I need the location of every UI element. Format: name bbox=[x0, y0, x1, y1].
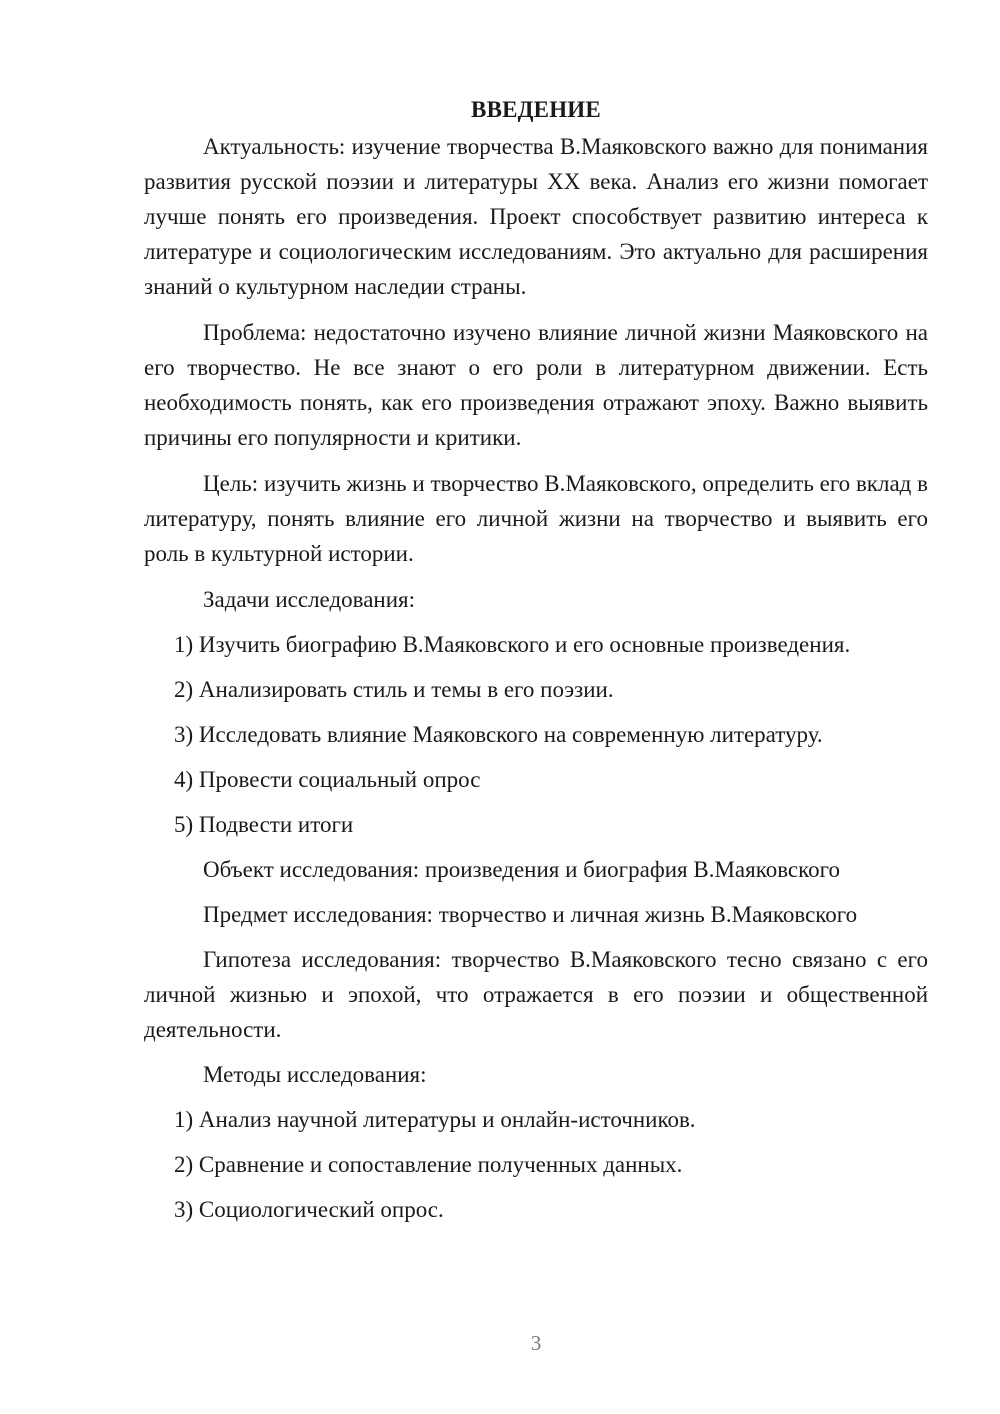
method-item-1: 1) Анализ научной литературы и онлайн-источников. bbox=[174, 1107, 696, 1132]
research-object: Объект исследования: произведения и биография В.Маяковского bbox=[203, 857, 841, 882]
method-item-2: 2) Сравнение и сопоставление полученных данных. bbox=[174, 1152, 683, 1177]
hypothesis-paragraph: Гипотеза исследования: творчество В.Маяковского тесно связано с его личной жизнью и эпохой, что отражается в его поэзии и общественной деятельности. bbox=[144, 947, 928, 1042]
document-page bbox=[144, 92, 928, 1237]
methods-title: Методы исследования: bbox=[203, 1062, 427, 1087]
problem-paragraph: Проблема: недостаточно изучено влияние личной жизни Маяковского на его творчество. Не все знают о его роли в литературном движении. Есть необходимость понять, как его произведения отражают эпоху. Важно выявить причины его популярности и критики. bbox=[144, 320, 928, 450]
task-item-1: 1) Изучить биографию В.Маяковского и его основные произведения. bbox=[174, 632, 851, 657]
tasks-title: Задачи исследования: bbox=[203, 587, 416, 612]
task-item-5: 5) Подвести итоги bbox=[174, 812, 354, 837]
method-item-3: 3) Социологический опрос. bbox=[174, 1197, 444, 1222]
goal-paragraph: Цель: изучить жизнь и творчество В.Маяковского, определить его вклад в литературу, понять влияние его личной жизни на творчество и выявить его роль в культурной истории. bbox=[144, 471, 928, 566]
page-number: 3 bbox=[530, 1331, 542, 1355]
task-item-2: 2) Анализировать стиль и темы в его поэзии. bbox=[174, 677, 614, 702]
task-item-4: 4) Провести социальный опрос bbox=[174, 767, 481, 792]
research-subject: Предмет исследования: творчество и личная жизнь В.Маяковского bbox=[203, 902, 858, 927]
relevance-paragraph: Актуальность: изучение творчества В.Маяковского важно для понимания развития русской поэзии и литературы XX века. Анализ его жизни помогает лучше понять его произведения. Проект способствует развитию интереса к литературе и социологическим исследованиям. Это актуально для расширения знаний о культурном наследии страны. bbox=[144, 134, 928, 299]
page-title: ВВЕДЕНИЕ bbox=[471, 97, 601, 122]
task-item-3: 3) Исследовать влияние Маяковского на современную литературу. bbox=[174, 722, 823, 747]
